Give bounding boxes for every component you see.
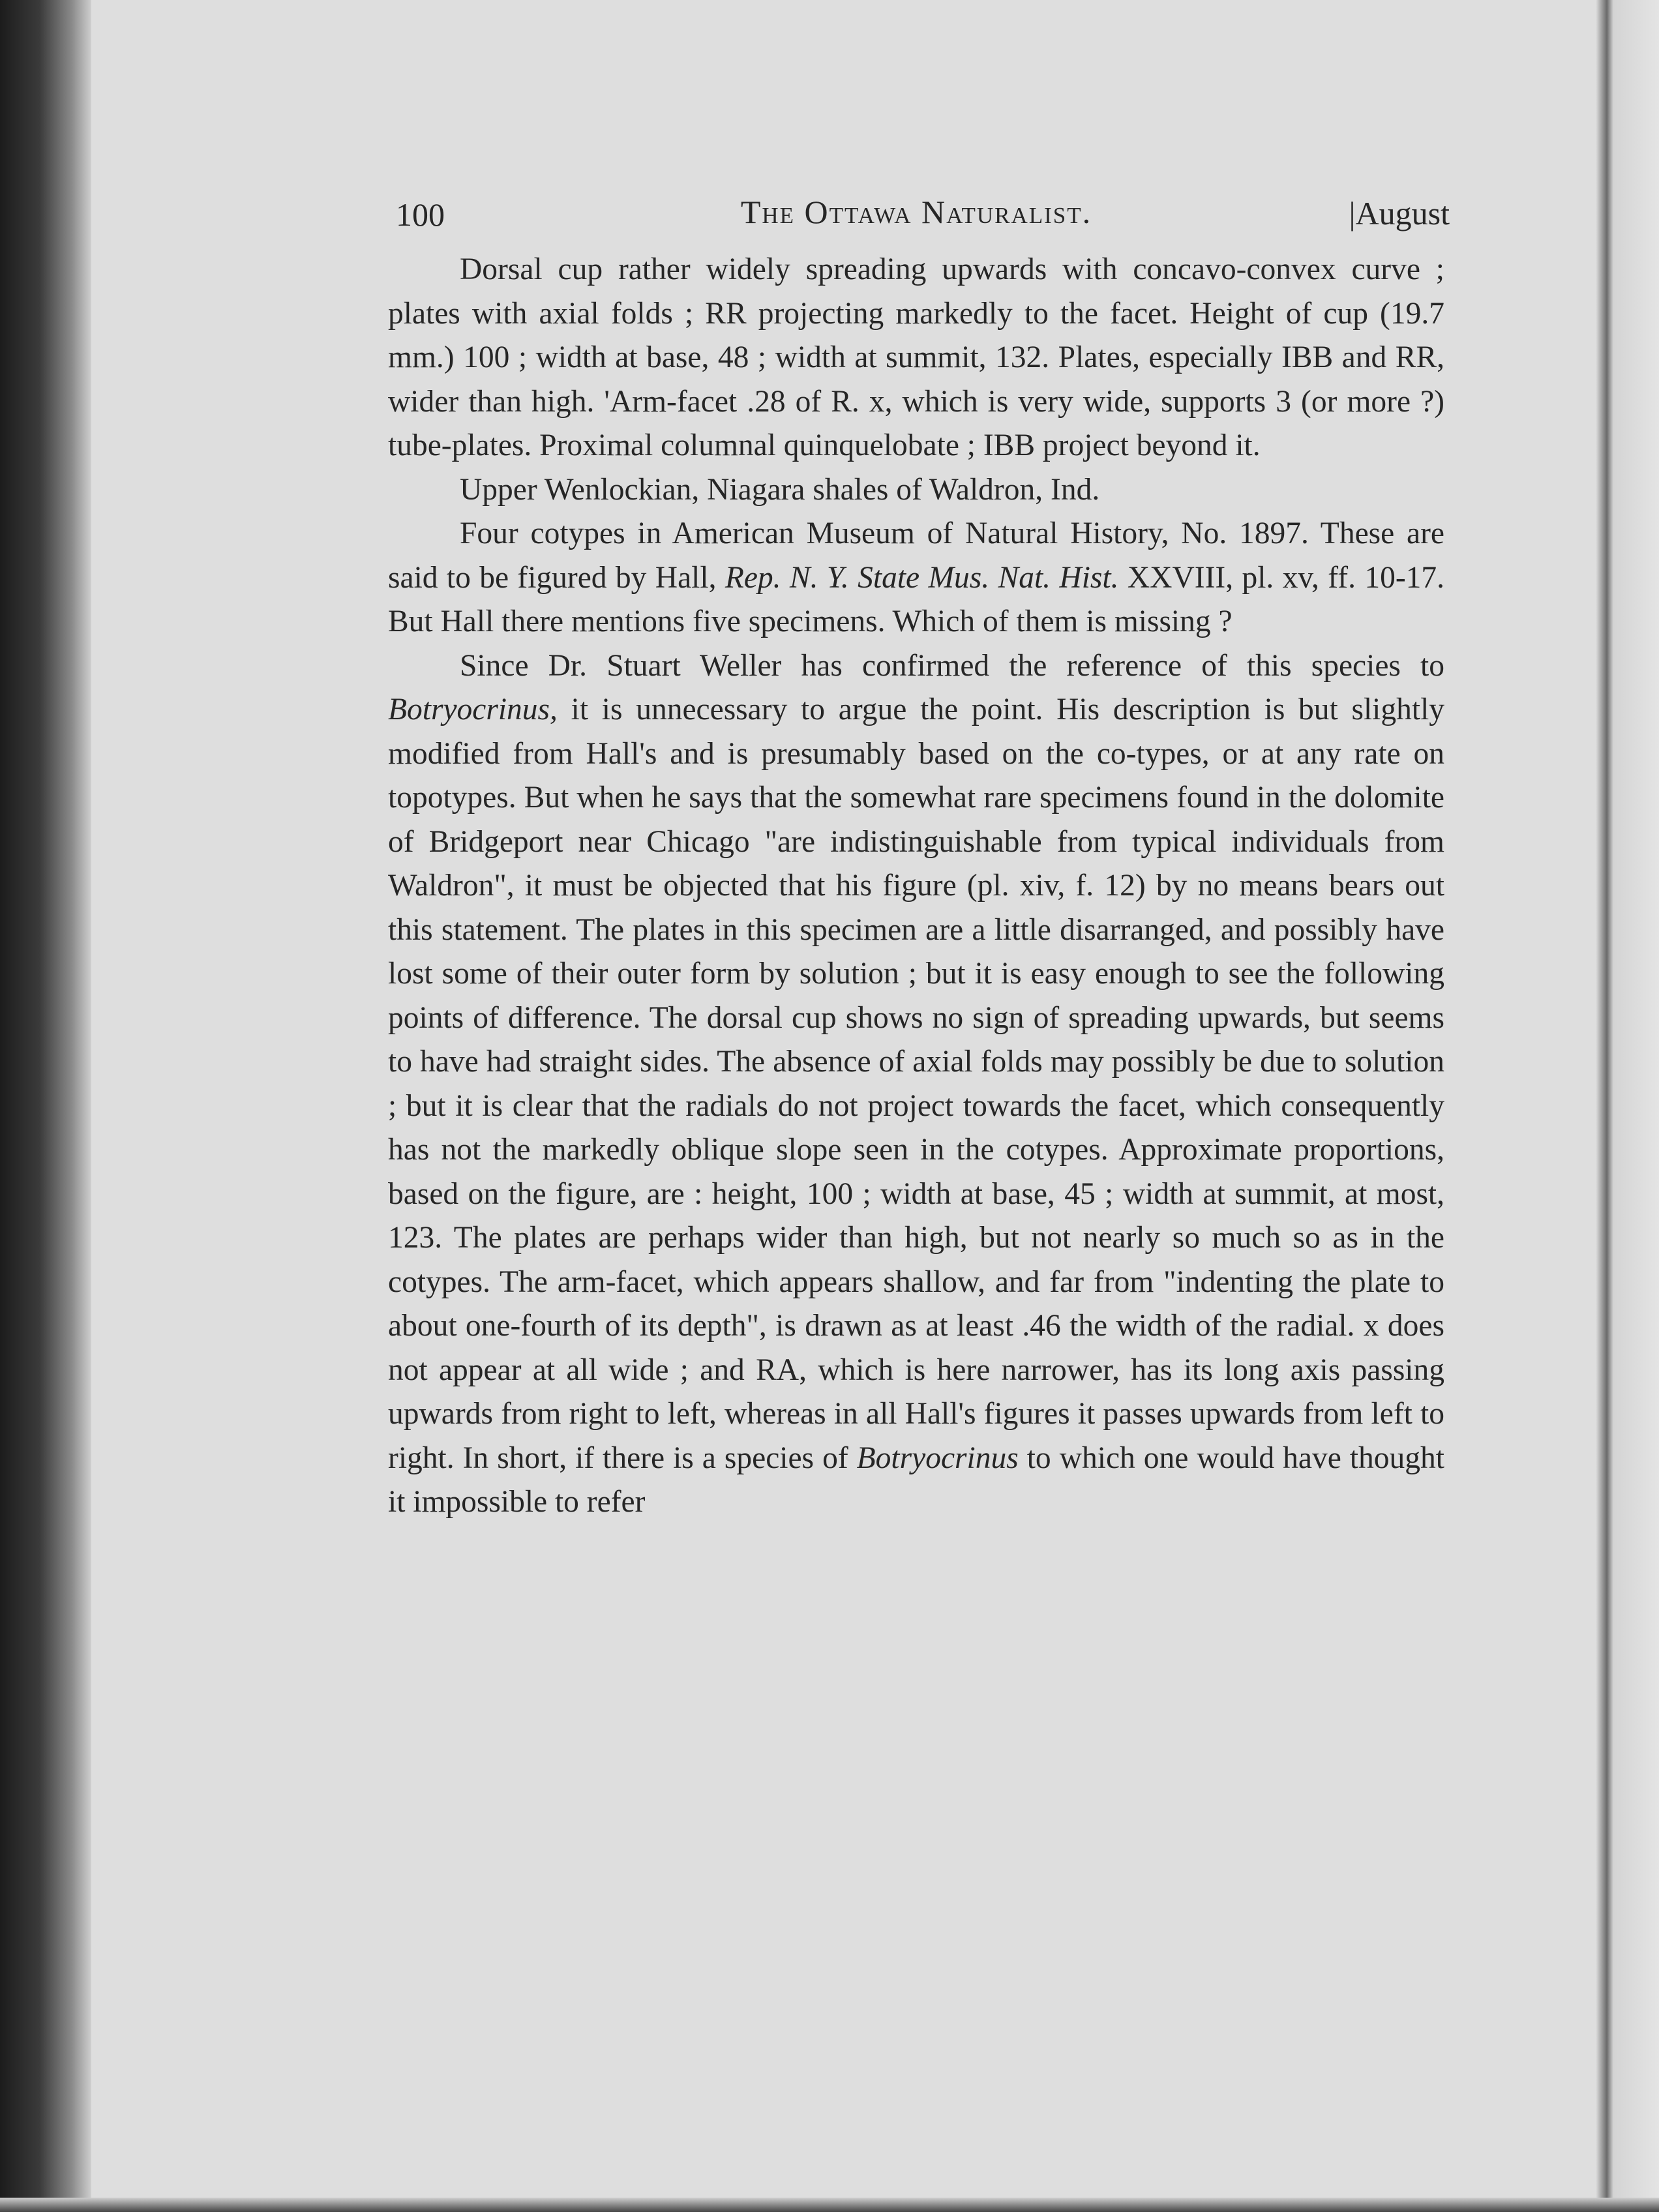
body-text [388,248,1444,1525]
paragraph-description: Dorsal cup rather widely spreading upwards with concavo-convex curve ; plates with axial folds ; RR projecting markedly to the facet. Height of cup (19.7 mm.) 100 ; width at base, 48 ; width at summit, 132. Plates, especially IBB and RR, wider than high. 'Arm-facet .28 of R. x, which is very wide, supports 3 (or more ?) tube-plates. Proximal columnal quinquelobate ; IBB project beyond it. [388,252,1444,462]
paragraph-discussion [388,644,1444,1525]
page-content [388,183,1450,1525]
header-month: |August [1349,195,1450,232]
text-run: it is unnecessary to argue the point. His description is but slightly modified from Hall's and is presumably based on the co-types, or at any rate on topotypes. But when he says that the somewhat rare specimens found in the dolomite of Bridgeport near Chicago "are indistinguishable from typical individuals from Waldron", it must be objected that his figure (pl. xiv, f. 12) by no means bears out this statement. The plates in this specimen are a little disarranged, and possibly have lost some of their outer form by solution ; but it is easy enough to see the following points of difference. The dorsal cup shows no sign of spreading upwards, but seems to have had straight sides. The absence of axial folds may possibly be due to solution ; but it is clear that the radials do not project towards the facet, which consequently has not the markedly oblique slope seen in the cotypes. Approximate proportions, based on the figure, are : height, 100 ; width at base, 45 ; width at summit, at most, 123. The plates are perhaps wider than high, but not nearly so much so as in the cotypes. The arm-facet, which appears shallow, and far from "indenting the plate to about one-fourth of its depth", is drawn as at least .46 the width of the radial. x does not appear at all wide ; and RA, which is here narrower, has its long axis passing upwards from right to left, whereas in all Hall's figures it passes upwards from left to right. In short, if there is a species of [388,693,1445,1475]
citation-title: Rep. N. Y. State Mus. Nat. Hist. [725,560,1119,595]
text-run: to which one would have thought it impossible to refer [388,1441,1445,1519]
text-run: XXVIII, pl. xv, ff. 10-17. But Hall there mentions five specimens. Which of them is missing ? [388,560,1445,638]
genus-name: Botryocrinus [856,1441,1019,1475]
book-spine-shadow [0,0,91,2212]
genus-name: Botryocrinus, [388,693,558,726]
paragraph-cotypes [388,512,1444,644]
text-run: Since Dr. Stuart Weller has confirmed the reference of this species to [460,648,1444,683]
running-header [388,183,1450,248]
page-edge-shadow [1596,0,1659,2212]
bottom-edge-shadow [0,2198,1659,2212]
text-run: Four cotypes in American Museum of Natural History, No. 1897. These are said to be figured by Hall, [388,516,1444,595]
page-number: 100 [396,196,445,233]
running-title: The Ottawa Naturalist. [740,194,1092,230]
paragraph-horizon: Upper Wenlockian, Niagara shales of Waldron, Ind. [460,472,1100,507]
